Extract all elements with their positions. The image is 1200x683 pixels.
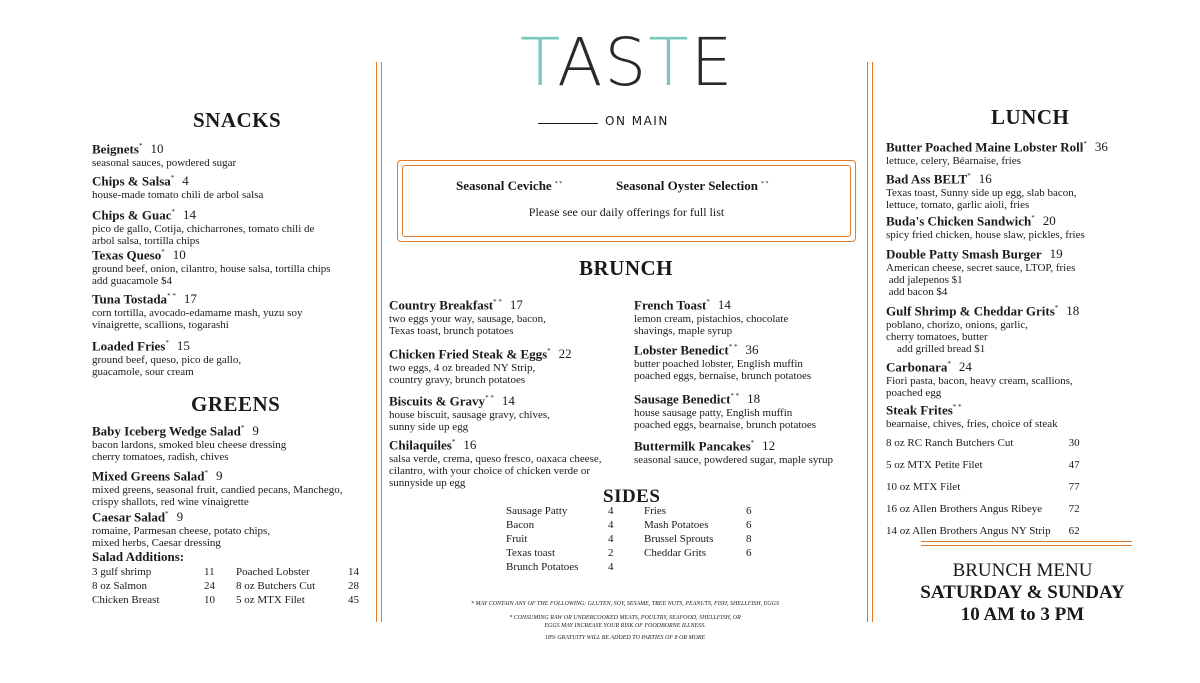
salad-addition-cell: 24: [204, 580, 215, 592]
menu-item-description: cherry tomatoes, butter: [886, 331, 988, 344]
menu-item-price: 18: [1066, 303, 1080, 319]
menu-item-allergen-mark: *: [165, 510, 169, 518]
menu-item-description: add jalepenos $1: [886, 274, 963, 287]
menu-item-description: Texas toast, Sunny side up egg, slab bacon,: [886, 187, 1077, 200]
menu-item-allergen-mark: *: [161, 248, 165, 256]
menu-item-description: Fiori pasta, bacon, heavy cream, scallions,: [886, 375, 1073, 388]
menu-item-name-row: [634, 339, 864, 358]
salad-addition-cell: 3 gulf shrimp: [92, 566, 152, 578]
menu-item: [92, 244, 372, 287]
steak-option-cell: 62: [1068, 525, 1080, 537]
logo-letter: T: [648, 24, 691, 101]
featured-item-ceviche: Seasonal Ceviche * *: [456, 178, 563, 193]
menu-item-name: Buda's Chicken Sandwich: [886, 213, 1032, 229]
menu-item-name-row: [634, 388, 864, 407]
featured-item-oysters: Seasonal Oyster Selection * *: [616, 178, 769, 193]
menu-item-description: poached egg: [886, 387, 942, 400]
lunch-divider: [921, 541, 1132, 546]
menu-item-price: 14: [717, 297, 731, 313]
menu-item-description: spicy fried chicken, house slaw, pickles, fries: [886, 229, 1085, 242]
menu-item-description: house biscuit, sausage gravy, chives,: [389, 409, 550, 422]
featured-note: Please see our daily offerings for full list: [528, 205, 725, 219]
menu-item-allergen-mark: *: [170, 174, 175, 182]
menu-item-description: lettuce, tomato, garlic aioli, fries: [886, 199, 1030, 212]
menu-item-description: mixed herbs, Caesar dressing: [92, 537, 221, 550]
menu-item: [886, 136, 1146, 167]
menu-item-description: add bacon $4: [886, 286, 948, 299]
menu-item-description: bacon lardons, smoked bleu cheese dressing: [92, 439, 287, 452]
menu-item: [886, 300, 1146, 355]
menu-item: [92, 138, 372, 169]
menu-item-price: 20: [1042, 213, 1056, 229]
menu-item: [92, 506, 377, 549]
side-row: [506, 518, 632, 532]
menu-item-name-row: [92, 288, 372, 307]
side-row: [506, 532, 632, 546]
menu-item-name: Bad Ass BELT: [886, 171, 968, 187]
menu-item: [92, 170, 372, 201]
menu-item-name: Lobster Benedict: [634, 342, 729, 358]
steak-option-row: [886, 454, 1084, 476]
menu-item-description: poblano, chorizo, onions, garlic,: [886, 319, 1029, 332]
menu-item-price: 22: [558, 346, 572, 362]
menu-item-name: Beignets: [92, 141, 139, 157]
menu-item-price: 19: [1049, 246, 1063, 262]
menu-item-description: house-made tomato chili de arbol salsa: [92, 189, 264, 202]
side-row: [644, 532, 770, 546]
divider-right: [867, 62, 873, 622]
menu-item-description: seasonal sauce, powdered sugar, maple syrup: [634, 454, 834, 467]
menu-item-name: Caesar Salad: [92, 509, 166, 525]
side-cell: 4: [608, 561, 614, 573]
menu-item-allergen-mark: *: [547, 347, 551, 355]
menu-item-description: two eggs your way, sausage, bacon,: [389, 313, 546, 326]
logo-subtitle: ON MAIN: [605, 114, 669, 128]
menu-item-allergen-mark: * *: [728, 343, 738, 351]
side-cell: Mash Potatoes: [644, 519, 709, 531]
menu-item-description: sunny side up egg: [389, 421, 469, 434]
menu-item-allergen-mark: * *: [730, 392, 740, 400]
menu-item-description: add grilled bread $1: [886, 343, 986, 356]
salad-addition-cell: 8 oz Butchers Cut: [236, 580, 316, 592]
menu-item-description: corn tortilla, avocado-edamame mash, yuzu soy: [92, 307, 303, 320]
menu-item-price: 18: [747, 391, 761, 407]
menu-item-price: 4: [182, 173, 189, 189]
salad-addition-cell: 14: [348, 566, 359, 578]
menu-item: [92, 335, 372, 378]
menu-item: [389, 390, 634, 433]
menu-item-description: two eggs, 4 oz breaded NY Strip,: [389, 362, 536, 375]
steak-option-row: [886, 498, 1084, 520]
side-row: [644, 504, 770, 518]
menu-item-allergen-mark: *: [1083, 140, 1087, 148]
menu-item-name-row: [92, 420, 377, 439]
menu-item-name: Steak Frites: [886, 402, 953, 418]
menu-item-allergen-mark: *: [750, 439, 755, 447]
menu-item-description: shavings, maple syrup: [634, 325, 733, 338]
salad-addition-cell: 10: [204, 594, 215, 606]
menu-item: [92, 465, 377, 508]
side-row: [506, 504, 632, 518]
side-cell: 4: [608, 519, 614, 531]
menu-item-description: country gravy, brunch potatoes: [389, 374, 526, 387]
menu-item-description: arbol salsa, tortilla chips: [92, 235, 200, 248]
menu-item-allergen-mark: *: [165, 339, 169, 347]
menu-item-allergen-mark: *: [706, 298, 710, 306]
menu-item-name: Buttermilk Pancakes: [634, 438, 751, 454]
menu-item-price: 24: [958, 359, 972, 375]
steak-option-cell: 16 oz Allen Brothers Angus Ribeye: [886, 503, 1043, 515]
menu-item-name: Chilaquiles: [389, 437, 452, 453]
logo-letter: T: [520, 24, 558, 101]
menu-item: [92, 420, 377, 463]
menu-item-name: Butter Poached Maine Lobster Roll: [886, 139, 1084, 155]
menu-item-name-row: [92, 204, 372, 223]
menu-item: [92, 288, 372, 331]
steak-option-cell: 14 oz Allen Brothers Angus NY Strip: [886, 525, 1051, 537]
logo-letter: E: [690, 24, 735, 101]
salad-additions-title: Salad Additions:: [92, 549, 185, 564]
side-cell: 2: [608, 547, 614, 559]
menu-item-price: 10: [172, 247, 186, 263]
menu-item-allergen-mark: *: [171, 208, 175, 216]
menu-item-name-row: [92, 506, 377, 525]
menu-item-name: Double Patty Smash Burger: [886, 246, 1042, 262]
side-cell: 4: [608, 505, 614, 517]
menu-item-description: pico de gallo, Cotija, chicharrones, tomato chili de: [92, 223, 315, 236]
menu-item-description: guacamole, sour cream: [92, 366, 194, 379]
menu-item-allergen-mark: * *: [952, 403, 962, 411]
salad-addition-cell: 28: [348, 580, 359, 592]
salad-addition-cell: Poached Lobster: [236, 566, 310, 578]
salad-addition-cell: 11: [204, 566, 215, 578]
brunch-title: BRUNCH: [579, 256, 674, 280]
side-cell: Cheddar Grits: [644, 547, 707, 559]
menu-item-name-row: [92, 244, 372, 263]
greens-title: GREENS: [191, 392, 281, 416]
menu-item-description: romaine, Parmesan cheese, potato chips,: [92, 525, 271, 538]
menu-item-price: 9: [215, 468, 223, 484]
menu-item: [389, 434, 634, 489]
menu-item-name-row: [92, 138, 372, 157]
menu-item-allergen-mark: *: [240, 424, 245, 432]
menu-item: [634, 294, 864, 337]
salad-addition-row: [92, 593, 382, 607]
steak-option-row: [886, 476, 1084, 498]
menu-item-name-row: [92, 335, 372, 354]
menu-item-name-row: [389, 390, 634, 409]
menu-item-description: butter poached lobster, English muffin: [634, 358, 803, 371]
side-cell: Sausage Patty: [506, 505, 568, 517]
menu-item-allergen-mark: *: [138, 142, 143, 150]
side-cell: Brunch Potatoes: [506, 561, 579, 573]
menu-item-price: 14: [501, 393, 515, 409]
menu-item-allergen-mark: *: [967, 172, 971, 180]
menu-item-name-row: [389, 343, 634, 362]
menu-item-description: lemon cream, pistachios, chocolate: [634, 313, 789, 326]
menu-item-price: 17: [183, 291, 197, 307]
menu-item-name-row: [634, 435, 864, 454]
menu-item-allergen-mark: * *: [485, 394, 494, 402]
side-cell: Bacon: [506, 519, 535, 531]
steak-option-cell: 8 oz RC Ranch Butchers Cut: [886, 437, 1014, 449]
menu-item-price: 15: [176, 338, 190, 354]
menu-item-name: Biscuits & Gravy: [389, 393, 486, 409]
brunch-hours-line1: BRUNCH MENU: [952, 560, 1093, 581]
menu-item-description: lettuce, celery, Béarnaise, fries: [886, 155, 1021, 168]
menu-item-name: Carbonara: [886, 359, 948, 375]
menu-item-price: 12: [762, 438, 776, 454]
salad-addition-cell: 45: [348, 594, 359, 606]
menu-item-description: salsa verde, crema, queso fresco, oaxaca cheese,: [389, 453, 602, 466]
menu-item-name: Chips & Salsa: [92, 173, 171, 189]
menu-item-description: Texas toast, brunch potatoes: [389, 325, 514, 338]
menu-item: [634, 435, 864, 466]
logo: [520, 24, 735, 133]
menu-item-name: Sausage Benedict: [634, 391, 731, 407]
brunch-hours: [890, 560, 1155, 626]
steak-options-table: [886, 432, 1084, 542]
side-cell: Texas toast: [506, 547, 556, 559]
side-cell: 8: [746, 533, 752, 545]
menu-item-description: house sausage patty, English muffin: [634, 407, 793, 420]
menu-item-description: add guacamole $4: [92, 275, 173, 288]
menu-item-price: 9: [252, 423, 259, 439]
menu-item-name: Chicken Fried Steak & Eggs: [389, 346, 548, 362]
menu-item-description: poached eggs, bearnaise, brunch potatoes: [634, 419, 817, 432]
menu-item-description: American cheese, secret sauce, LTOP, fries: [886, 262, 1076, 275]
salad-addition-cell: Chicken Breast: [92, 594, 160, 606]
side-row: [644, 518, 770, 532]
menu-item-description: ground beef, queso, pico de gallo,: [92, 354, 242, 367]
menu-item: [634, 339, 864, 382]
menu-item-name-row: [886, 243, 1146, 262]
menu-item-price: 36: [745, 342, 759, 358]
menu-item-description: cilantro, with your choice of chicken verde or: [389, 465, 590, 478]
side-row: [506, 546, 632, 560]
menu-item-name-row: [389, 294, 634, 313]
menu-item: [886, 399, 1146, 430]
menu-item-name-row: [886, 300, 1146, 319]
logo-letter: A: [557, 24, 605, 101]
side-cell: 6: [746, 519, 752, 531]
menu-item: [886, 243, 1146, 298]
menu-item-price: 14: [182, 207, 196, 223]
menu-item-description: seasonal sauces, powdered sugar: [92, 157, 237, 170]
menu-item-description: cherry tomatoes, radish, chives: [92, 451, 229, 464]
menu-item: [389, 343, 634, 386]
steak-option-cell: 30: [1068, 437, 1080, 449]
brunch-hours-line3: 10 AM to 3 PM: [960, 604, 1085, 625]
side-cell: 4: [608, 533, 614, 545]
menu-item-price: 9: [176, 509, 184, 525]
menu-item-price: 36: [1094, 139, 1108, 155]
steak-option-row: [886, 520, 1084, 542]
menu-item: [886, 210, 1146, 241]
menu-item-name-row: [886, 136, 1146, 155]
menu-item-allergen-mark: *: [1054, 304, 1059, 312]
menu-item-name-row: [886, 210, 1146, 229]
menu-item-price: 16: [978, 171, 992, 187]
menu-item: [886, 356, 1146, 399]
salad-addition-cell: 5 oz MTX Filet: [236, 594, 305, 606]
raw-food-warning: * CONSUMING RAW OR UNDERCOOKED MEATS, POULTRY, SEAFOOD, SHELLFISH, OR EGGS MAY INCREASE YOUR RISK OF FOODBORNE ILLNESS.: [509, 615, 741, 629]
allergen-note: * MAY CONTAIN ANY OF THE FOLLOWING: GLUTEN, SOY, SESAME, TREE NUTS, PEANUTS, FISH, SHELLFISH, EGGS: [471, 601, 779, 607]
menu-item-name: Loaded Fries: [92, 338, 166, 354]
menu-item-name: Chips & Guac: [92, 207, 172, 223]
side-cell: Fruit: [506, 533, 528, 545]
salad-additions-table: [92, 565, 382, 607]
brunch-hours-line2: SATURDAY & SUNDAY: [920, 582, 1125, 603]
menu-item-name: Gulf Shrimp & Cheddar Grits: [886, 303, 1055, 319]
menu-item-description: crispy shallots, red wine vinaigrette: [92, 496, 249, 509]
logo-underline: [538, 123, 598, 124]
side-cell: 6: [746, 505, 752, 517]
steak-option-cell: 5 oz MTX Petite Filet: [886, 459, 983, 471]
menu-item-name: Mixed Greens Salad: [92, 468, 205, 484]
menu-item-name-row: [886, 356, 1146, 375]
menu-item-allergen-mark: *: [451, 438, 456, 446]
steak-option-cell: 10 oz MTX Filet: [886, 481, 961, 493]
side-row: [644, 546, 770, 560]
salad-addition-cell: 8 oz Salmon: [92, 580, 147, 592]
menu-item-description: mixed greens, seasonal fruit, candied pecans, Manchego,: [92, 484, 343, 497]
menu-item-name-row: [634, 294, 864, 313]
sides-left-table: [506, 504, 632, 574]
menu-item: [92, 204, 372, 247]
menu-item-price: 10: [150, 141, 164, 157]
menu-item-description: poached eggs, bernaise, brunch potatoes: [634, 370, 812, 383]
menu-item: [634, 388, 864, 431]
menu-item-description: bearnaise, chives, fries, choice of steak: [886, 418, 1058, 431]
menu-item: [389, 294, 634, 337]
menu-item-name-row: [389, 434, 634, 453]
menu-item-description: sunnyside up egg: [389, 477, 466, 490]
side-row: [506, 560, 632, 574]
menu-item-name: Baby Iceberg Wedge Salad: [92, 423, 241, 439]
lunch-title: LUNCH: [991, 105, 1070, 129]
menu-item-allergen-mark: *: [947, 360, 951, 368]
gratuity-note: 18% GRATUITY WILL BE ADDED TO PARTIES OF 8 OR MORE: [544, 635, 706, 641]
side-cell: Fries: [644, 505, 666, 517]
salad-addition-row: [92, 579, 382, 593]
side-cell: Brussel Sprouts: [644, 533, 714, 545]
menu-item-name: French Toast: [634, 297, 707, 313]
side-cell: 6: [746, 547, 752, 559]
menu-item-name-row: [92, 170, 372, 189]
menu-item-allergen-mark: *: [1031, 214, 1035, 222]
steak-option-cell: 72: [1068, 503, 1080, 515]
logo-text: [520, 24, 735, 101]
menu-item-description: vinaigrette, scallions, togarashi: [92, 319, 229, 332]
menu-item-price: 16: [463, 437, 477, 453]
menu-item: [886, 168, 1146, 211]
logo-letter: S: [604, 24, 649, 101]
steak-option-cell: 47: [1068, 459, 1080, 471]
sides-right-table: [644, 504, 770, 560]
salad-addition-row: [92, 565, 382, 579]
featured-box: [397, 160, 856, 242]
menu-item-allergen-mark: *: [204, 469, 208, 477]
menu-item-name: Texas Queso: [92, 247, 162, 263]
steak-option-cell: 77: [1068, 481, 1080, 493]
menu-item-allergen-mark: * *: [167, 292, 176, 300]
menu-item-allergen-mark: * *: [493, 298, 502, 306]
menu-item-name-row: [886, 168, 1146, 187]
steak-option-row: [886, 432, 1084, 454]
sides-title: SIDES: [603, 486, 661, 507]
menu-item-price: 17: [509, 297, 523, 313]
menu-item-name: Country Breakfast: [389, 297, 494, 313]
menu-item-name: Tuna Tostada: [92, 291, 168, 307]
menu-item-name-row: [92, 465, 377, 484]
snacks-title: SNACKS: [193, 108, 282, 132]
menu-item-name-row: [886, 399, 1146, 418]
menu-item-description: ground beef, onion, cilantro, house salsa, tortilla chips: [92, 263, 331, 276]
